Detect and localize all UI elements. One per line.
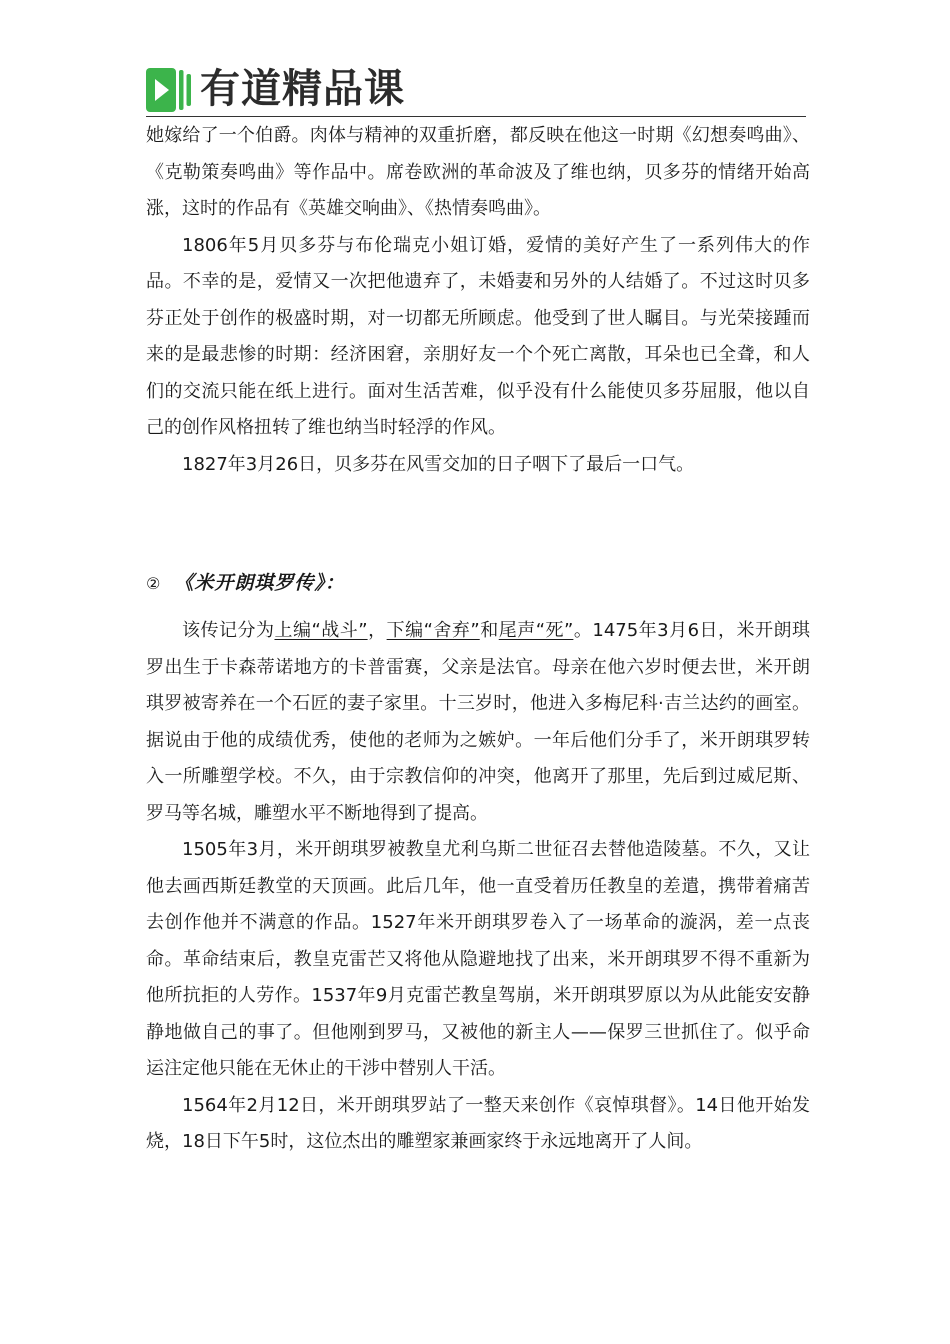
- section-spacer: [146, 483, 810, 553]
- michelangelo-paragraph-1505: 1505年3月，米开朗琪罗被教皇尤利乌斯二世征召去替他造陵墓。不久，又让他去画西斯廷教堂的天顶画。此后几年，他一直受着历任教皇的差遣，携带着痛苦去创作他并不满意的作品。1527年米开朗琪罗卷入了一场革命的漩涡，差一点丧命。革命结束后，教皇克雷芒又将他从隐避地找了出来，米开朗琪罗不得不重新为他所抗拒的人劳作。1537年9月克雷芒教皇驾崩，米开朗琪罗原以为从此能安安静静地做自己的事了。但他刚到罗马，又被他的新主人——保罗三世抓住了。似乎命运注定他只能在无休止的干涉中替别人干活。: [146, 839, 810, 1079]
- michelangelo-paragraph-1564: 1564年2月12日，米开朗琪罗站了一整天来创作《哀悼琪督》。14日他开始发烧，18日下午5时，这位杰出的雕塑家兼画家终于永远地离开了人间。: [146, 1094, 810, 1152]
- beethoven-paragraph-1806: 1806年5月贝多芬与布伦瑞克小姐订婚，爱情的美好产生了一系列伟大的作品。不幸的是，爱情又一次把他遗弃了，未婚妻和另外的人结婚了。不过这时贝多芬正处于创作的极盛时期，对一切都无所顾虑。他受到了世人瞩目。与光荣接踵而来的是最悲惨的时期：经济困窘，亲朋好友一个个死亡离散，耳朵也已全聋，和人们的交流只能在纸上进行。面对生活苦难，似乎没有什么能使贝多芬屈服，他以自己的创作风格扭转了维也纳当时轻浮的作风。: [146, 234, 810, 438]
- document-body: [146, 118, 810, 1161]
- michelangelo-intro-paragraph: [146, 613, 810, 832]
- intro-lead: 该传记分为: [182, 620, 275, 641]
- intro-rest: 。1475年3月6日，米开朗琪罗出生于卡森蒂诺地方的卡普雷赛，父亲是法官。母亲在他六岁时便去世，米开朗琪罗被寄养在一个石匠的妻子家里。十三岁时，他进入多梅尼科·吉兰达约的画室。据说由于他的成绩优秀，使他的老师为之嫉妒。一年后他们分手了，米开朗琪罗转入一所雕塑学校。不久，由于宗教信仰的冲突，他离开了那里，先后到过威尼斯、罗马等名城，雕塑水平不断地得到了提高。: [146, 620, 811, 824]
- separator: ，: [367, 620, 387, 641]
- section-heading-michelangelo: [146, 553, 810, 613]
- section-marker: ②: [146, 574, 161, 593]
- header-divider: [146, 116, 806, 117]
- part-two-label: 下编“舍弃”: [386, 620, 480, 641]
- part-one-label: 上编“战斗”: [274, 620, 368, 641]
- beethoven-paragraph-continued: 她嫁给了一个伯爵。肉体与精神的双重折磨，都反映在他这一时期《幻想奏鸣曲》、《克勒策奏鸣曲》等作品中。席卷欧洲的革命波及了维也纳，贝多芬的情绪开始高涨，这时的作品有《英雄交响曲》、《热情奏鸣曲》。: [146, 125, 810, 219]
- brand-name: 有道精品课: [200, 66, 405, 112]
- conjunction: 和: [479, 620, 499, 641]
- section-title: 《米开朗琪罗传》：: [174, 572, 345, 594]
- page-header: [146, 66, 806, 116]
- beethoven-paragraph-1827: 1827年3月26日，贝多芬在风雪交加的日子咽下了最后一口气。: [182, 453, 695, 475]
- play-logo-icon: [146, 66, 192, 114]
- part-three-label: 尾声“死”: [498, 620, 574, 641]
